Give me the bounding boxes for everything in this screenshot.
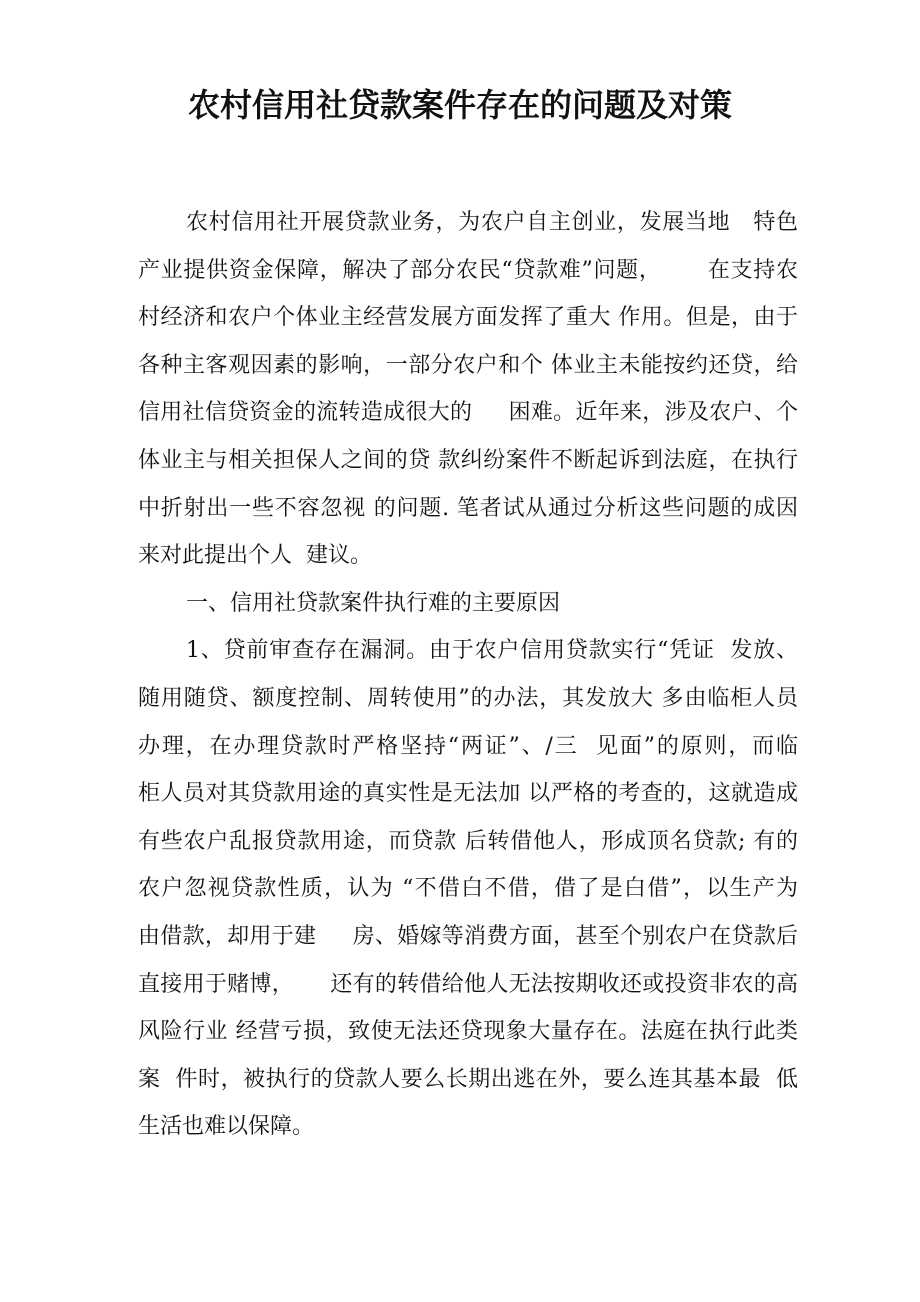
text-line: 案 件时，被执行的贷款人要么长期出逃在外，要么连其基本最 低 (138, 1066, 798, 1092)
text-line: 一、信用社贷款案件执行难的主要原因 (186, 590, 561, 616)
text-line: 直接用于赌博， 还有的转借给他人无法按期收还或投资非农的高 (138, 971, 798, 997)
text-line: 信用社信贷资金的流转造成很大的 困难。近年来，涉及农户、个 (138, 400, 798, 426)
text-line: 生活也难以保障。 (138, 1114, 315, 1140)
text-line: 柜人员对其贷款用途的真实性是无法加 以严格的考查的，这就造成 (138, 781, 798, 807)
text-line: 风险行业 经营亏损，致使无法还贷现象大量存在。法庭在执行此类 (138, 1019, 798, 1045)
text-line: 由借款，却用于建 房、婚嫁等消费方面，甚至个别农户在贷款后 (138, 923, 798, 949)
text-line: 办理，在办理贷款时严格坚持“两证”、/三 见面”的原则，而临 (138, 733, 798, 759)
text-line: 产业提供资金保障，解决了部分农民“贷款难”问题， 在支持农 (138, 257, 798, 283)
text-line: 体业主与相关担保人之间的贷 款纠纷案件不断起诉到法庭，在执行 (138, 447, 798, 473)
document-body (138, 199, 798, 1151)
text-line: 农村信用社开展贷款业务，为农户自主创业，发展当地 特色 (186, 210, 798, 235)
text-line: 各种主客观因素的影响，一部分农户和个 体业主未能按约还贷，给 (138, 352, 798, 378)
text-line: 来对此提出个人 建议。 (138, 543, 372, 569)
text-line: 1、贷前审查存在漏洞。由于农户信用贷款实行“凭证 发放、 (186, 638, 798, 664)
text-line: 随用随贷、额度控制、周转使用”的办法，其发放大 多由临柜人员 (138, 685, 798, 711)
text-line: 农户忽视贷款性质，认为 “不借白不借，借了是白借”，以生产为 (138, 876, 798, 902)
text-line: 中折射出一些不容忽视 的问题. 笔者试从通过分析这些问题的成因 (138, 495, 798, 521)
text-line: 有些农户乱报贷款用途，而贷款 后转借他人，形成顶名贷款; 有的 (138, 828, 798, 854)
text-line: 村经济和农户个体业主经营发展方面发挥了重大 作用。但是，由于 (138, 305, 798, 331)
document-title: 农村信用社贷款案件存在的问题及对策 (187, 86, 732, 124)
